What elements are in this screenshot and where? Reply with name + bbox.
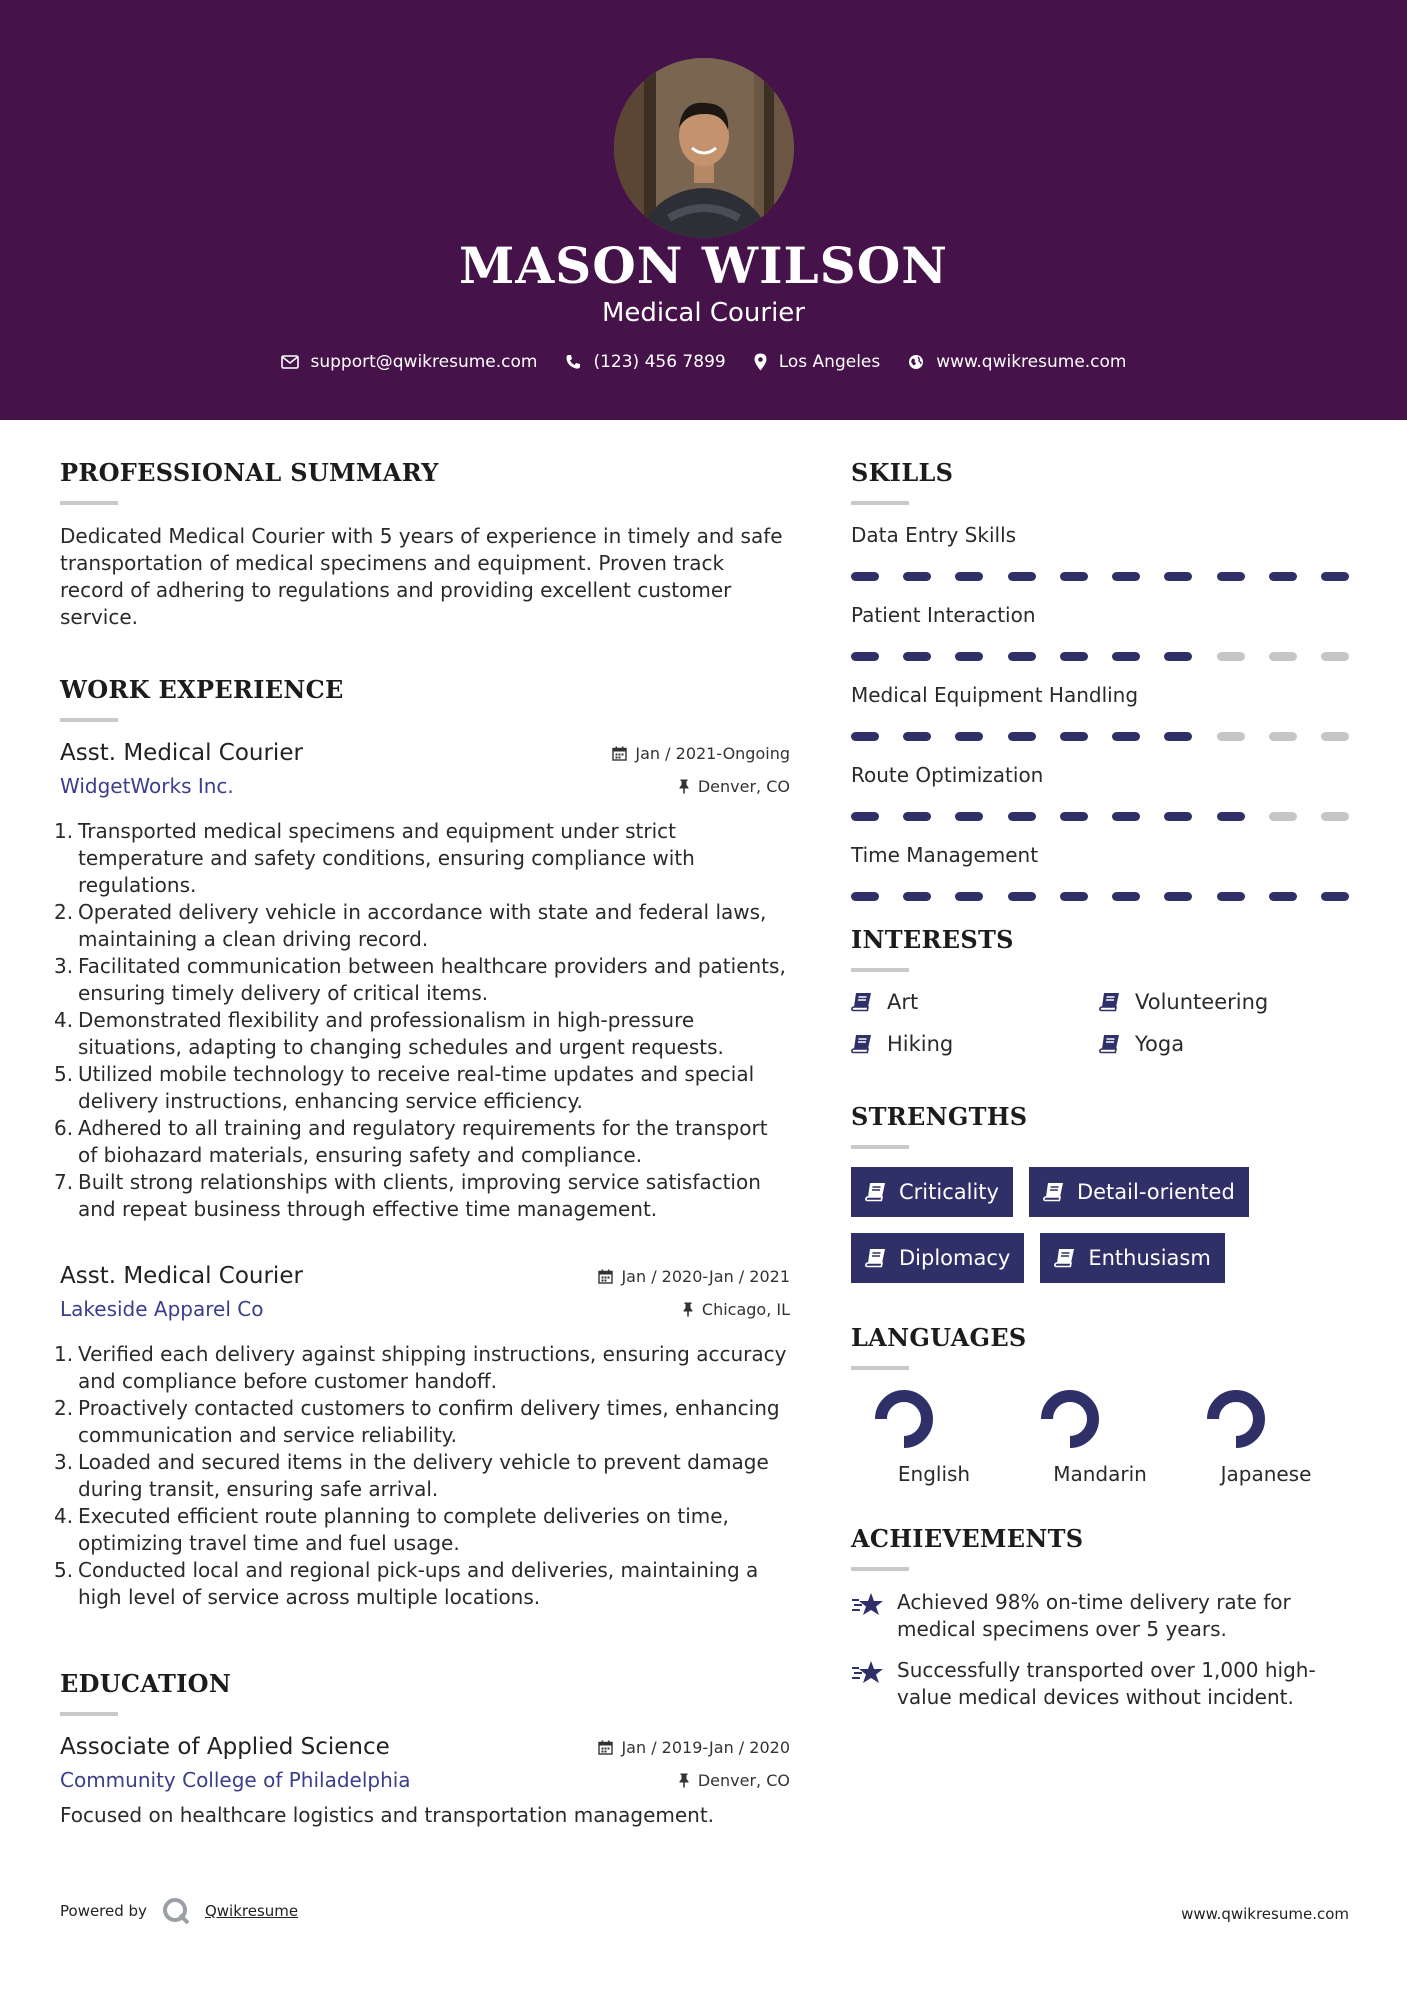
skill-rating-dot [1164, 892, 1192, 901]
qwikresume-link[interactable]: Qwikresume [204, 1902, 299, 1920]
job-dates [612, 744, 790, 763]
job-company: Lakeside Apparel Co [60, 1297, 264, 1321]
strength-label: Detail-oriented [1076, 1180, 1235, 1204]
list-item [851, 1657, 1351, 1711]
qwikresume-logo-icon [161, 1896, 191, 1926]
section-divider [851, 1567, 909, 1571]
language-item [851, 1388, 1017, 1486]
job-dates-text: Jan / 2021-Ongoing [635, 743, 790, 763]
degree-title: Associate of Applied Science [60, 1734, 390, 1760]
globe-icon [908, 354, 924, 370]
footer-powered-by [60, 1896, 298, 1926]
interest-label: Art [887, 990, 919, 1014]
job-entry [60, 740, 790, 1223]
book-icon [851, 1034, 873, 1054]
section-title: PROFESSIONAL SUMMARY [60, 458, 439, 487]
skill-item [851, 603, 1351, 661]
job-title: Asst. Medical Courier [60, 740, 303, 766]
list-item: Loaded and secured items in the delivery vehicle to prevent damage during transit, ensuring safe arrival. [78, 1450, 769, 1501]
skill-name: Time Management [851, 843, 1039, 867]
skill-rating [851, 812, 1349, 821]
language-proficiency-ring [1183, 1388, 1349, 1450]
skills-list [851, 523, 1351, 901]
book-icon [865, 1182, 887, 1202]
star-icon [851, 1591, 885, 1619]
candidate-name: MASON WILSON [459, 236, 948, 295]
skill-rating-dot [1112, 892, 1140, 901]
section-title: INTERESTS [851, 925, 1014, 954]
section-title: ACHIEVEMENTS [851, 1524, 1084, 1553]
contact-email[interactable] [281, 352, 538, 372]
interests-list [851, 990, 1351, 1056]
contact-phone-text: (123) 456 7899 [593, 352, 726, 372]
list-item: Transported medical specimens and equipment under strict temperature and safety conditions, ensuring compliance with regulations. [78, 819, 695, 897]
list-item: Verified each delivery against shipping instructions, ensuring accuracy and compliance before customer handoff. [78, 1342, 787, 1393]
language-name: Mandarin [1053, 1462, 1147, 1486]
section-strengths [851, 1102, 1351, 1283]
phone-icon [565, 354, 581, 370]
contact-website-text: www.qwikresume.com [936, 352, 1127, 372]
skill-rating-dot [1217, 732, 1245, 741]
language-ring-arc [1047, 1396, 1093, 1442]
section-title: LANGUAGES [851, 1323, 1027, 1352]
language-name: Japanese [1220, 1462, 1312, 1486]
education-description: Focused on healthcare logistics and transportation management. [60, 1803, 715, 1827]
education-dates [598, 1738, 790, 1757]
skill-rating-dot [1269, 892, 1297, 901]
strength-tag [851, 1167, 1013, 1217]
left-column [60, 458, 790, 1829]
skill-rating-dot [851, 652, 879, 661]
skill-rating-dot [1217, 652, 1245, 661]
skill-rating-dot [1008, 892, 1036, 901]
list-item: Conducted local and regional pick-ups and deliveries, maintaining a high level of service across multiple locations. [78, 1558, 759, 1609]
skill-name: Patient Interaction [851, 603, 1036, 627]
contact-email-text: support@qwikresume.com [310, 352, 538, 372]
skill-rating-dot [1321, 892, 1349, 901]
list-item: Executed efficient route planning to complete deliveries on time, optimizing travel time and fuel usage. [78, 1504, 729, 1555]
language-item [1017, 1388, 1183, 1486]
skill-rating-dot [955, 892, 983, 901]
skill-rating-dot [851, 812, 879, 821]
job-location-text: Chicago, IL [701, 1299, 790, 1319]
skill-rating-dot [1060, 812, 1088, 821]
skill-rating-dot [1217, 892, 1245, 901]
skill-rating-dot [1321, 812, 1349, 821]
skill-rating-dot [1164, 572, 1192, 581]
skill-item [851, 523, 1351, 581]
section-languages [851, 1323, 1351, 1486]
section-title: EDUCATION [60, 1669, 232, 1698]
list-item: Utilized mobile technology to receive real-time updates and special delivery instructions, enhancing service efficiency. [78, 1062, 755, 1113]
pushpin-icon [682, 1302, 694, 1317]
skill-rating-dot [1164, 732, 1192, 741]
language-ring-arc [1213, 1396, 1259, 1442]
contact-bar [0, 352, 1407, 372]
languages-list [851, 1388, 1351, 1486]
job-responsibilities [60, 818, 790, 1223]
skill-rating-dot [1060, 732, 1088, 741]
skill-rating-dot [1269, 652, 1297, 661]
interest-label: Volunteering [1135, 990, 1269, 1014]
envelope-icon [281, 355, 299, 369]
interest-label: Yoga [1135, 1032, 1185, 1056]
skill-rating-dot [955, 732, 983, 741]
language-item [1183, 1388, 1349, 1486]
skill-rating-dot [1321, 652, 1349, 661]
skill-rating-dot [1008, 652, 1036, 661]
skill-rating-dot [903, 652, 931, 661]
profile-photo-illustration [614, 58, 794, 238]
calendar-icon [598, 1740, 613, 1755]
resume-header [0, 0, 1407, 420]
skill-rating-dot [903, 812, 931, 821]
skill-rating-dot [1008, 732, 1036, 741]
strengths-list [851, 1167, 1351, 1283]
skill-rating-dot [1269, 732, 1297, 741]
pushpin-icon [678, 1773, 690, 1788]
list-item [851, 1032, 1099, 1056]
section-divider [851, 501, 909, 505]
skill-rating-dot [1112, 652, 1140, 661]
skill-item [851, 683, 1351, 741]
strength-tag [1029, 1167, 1249, 1217]
job-dates-text: Jan / 2020-Jan / 2021 [621, 1266, 790, 1286]
pushpin-icon [678, 779, 690, 794]
achievement-text: Successfully transported over 1,000 high-value medical devices without incident. [897, 1658, 1316, 1709]
skill-rating-dot [851, 732, 879, 741]
contact-location-text: Los Angeles [778, 352, 881, 372]
skill-rating-dot [851, 572, 879, 581]
book-icon [1099, 992, 1121, 1012]
skill-rating-dot [955, 652, 983, 661]
skill-rating-dot [1060, 572, 1088, 581]
book-icon [1043, 1182, 1065, 1202]
list-item [1099, 1032, 1347, 1056]
skill-rating-dot [1060, 652, 1088, 661]
book-icon [851, 992, 873, 1012]
job-location-text: Denver, CO [697, 776, 790, 796]
skill-rating-dot [1008, 572, 1036, 581]
section-title: STRENGTHS [851, 1102, 1028, 1131]
candidate-title: Medical Courier [601, 298, 805, 328]
list-item: Facilitated communication between healthcare providers and patients, ensuring timely delivery of critical items. [78, 954, 786, 1005]
skill-rating-dot [1321, 732, 1349, 741]
education-dates-text: Jan / 2019-Jan / 2020 [621, 1737, 790, 1757]
list-item: Built strong relationships with clients, improving service satisfaction and repeat business through effective time management. [78, 1170, 761, 1221]
footer-website-link[interactable]: www.qwikresume.com [1181, 1905, 1349, 1923]
skill-name: Data Entry Skills [851, 523, 1017, 547]
skill-rating-dot [1112, 732, 1140, 741]
skill-rating-dot [1321, 572, 1349, 581]
list-item: Demonstrated flexibility and professionalism in high-pressure situations, adapting to changing schedules and urgent requests. [78, 1008, 724, 1059]
section-work-experience [60, 675, 790, 1611]
job-dates [598, 1267, 790, 1286]
skill-rating [851, 572, 1349, 581]
list-item: Operated delivery vehicle in accordance with state and federal laws, maintaining a clean driving record. [78, 900, 767, 951]
book-icon [1054, 1248, 1076, 1268]
skill-rating [851, 652, 1349, 661]
section-divider [851, 1145, 909, 1149]
strength-label: Criticality [899, 1180, 999, 1204]
language-proficiency-ring [851, 1388, 1017, 1450]
list-item [851, 990, 1099, 1014]
section-divider [851, 968, 909, 972]
profile-photo [614, 58, 794, 238]
section-education [60, 1669, 790, 1829]
job-company: WidgetWorks Inc. [60, 774, 234, 798]
interest-label: Hiking [887, 1032, 954, 1056]
skill-name: Medical Equipment Handling [851, 683, 1139, 707]
powered-by-label: Powered by [60, 1902, 147, 1920]
language-proficiency-ring [1017, 1388, 1183, 1450]
section-title: SKILLS [851, 458, 954, 487]
skill-rating-dot [1008, 812, 1036, 821]
job-responsibilities [60, 1341, 790, 1611]
list-item: Proactively contacted customers to confirm delivery times, enhancing communication and service reliability. [78, 1396, 780, 1447]
job-entry [60, 1263, 790, 1611]
list-item [851, 1589, 1351, 1643]
school-name: Community College of Philadelphia [60, 1768, 411, 1792]
book-icon [865, 1248, 887, 1268]
strength-tag [1040, 1233, 1224, 1283]
skill-rating-dot [1217, 572, 1245, 581]
job-location [682, 1300, 790, 1319]
skill-rating-dot [955, 572, 983, 581]
list-item: Adhered to all training and regulatory requirements for the transport of biohazard materials, ensuring safety and compliance. [78, 1116, 768, 1167]
skill-rating-dot [1112, 812, 1140, 821]
skill-rating [851, 732, 1349, 741]
skill-rating [851, 892, 1349, 901]
skill-item [851, 843, 1351, 901]
contact-phone[interactable] [565, 352, 725, 372]
skill-rating-dot [1217, 812, 1245, 821]
skill-rating-dot [1269, 572, 1297, 581]
language-name: English [897, 1462, 971, 1486]
strength-label: Enthusiasm [1088, 1246, 1211, 1270]
summary-text: Dedicated Medical Courier with 5 years of experience in timely and safe transportation of medical specimens and equipment. Proven track record of adhering to regulations and providing excellent customer service. [60, 524, 783, 629]
map-pin-icon [754, 353, 767, 371]
strength-tag [851, 1233, 1024, 1283]
section-interests [851, 925, 1351, 1056]
skill-rating-dot [1164, 652, 1192, 661]
skill-name: Route Optimization [851, 763, 1044, 787]
section-title: WORK EXPERIENCE [60, 675, 344, 704]
skill-rating-dot [1112, 572, 1140, 581]
education-location [678, 1771, 790, 1790]
language-ring-arc [881, 1396, 927, 1442]
section-divider [851, 1366, 909, 1370]
contact-location [754, 352, 881, 372]
book-icon [1099, 1034, 1121, 1054]
right-column [851, 458, 1351, 1725]
skill-item [851, 763, 1351, 821]
skill-rating-dot [955, 812, 983, 821]
skill-rating-dot [903, 732, 931, 741]
skill-rating-dot [903, 892, 931, 901]
strength-label: Diplomacy [899, 1246, 1011, 1270]
calendar-icon [598, 1269, 613, 1284]
education-location-text: Denver, CO [697, 1770, 790, 1790]
job-location [678, 777, 790, 796]
list-item [1099, 990, 1347, 1014]
skill-rating-dot [851, 892, 879, 901]
star-icon [851, 1659, 885, 1687]
contact-website[interactable] [908, 352, 1126, 372]
section-divider [60, 501, 118, 505]
skill-rating-dot [1164, 812, 1192, 821]
section-achievements [851, 1524, 1351, 1711]
skill-rating-dot [903, 572, 931, 581]
section-skills [851, 458, 1351, 901]
section-professional-summary [60, 458, 790, 631]
section-divider [60, 718, 118, 722]
calendar-icon [612, 746, 627, 761]
skill-rating-dot [1060, 892, 1088, 901]
section-divider [60, 1712, 118, 1716]
achievement-text: Achieved 98% on-time delivery rate for medical specimens over 5 years. [897, 1590, 1291, 1641]
skill-rating-dot [1269, 812, 1297, 821]
job-title: Asst. Medical Courier [60, 1263, 303, 1289]
